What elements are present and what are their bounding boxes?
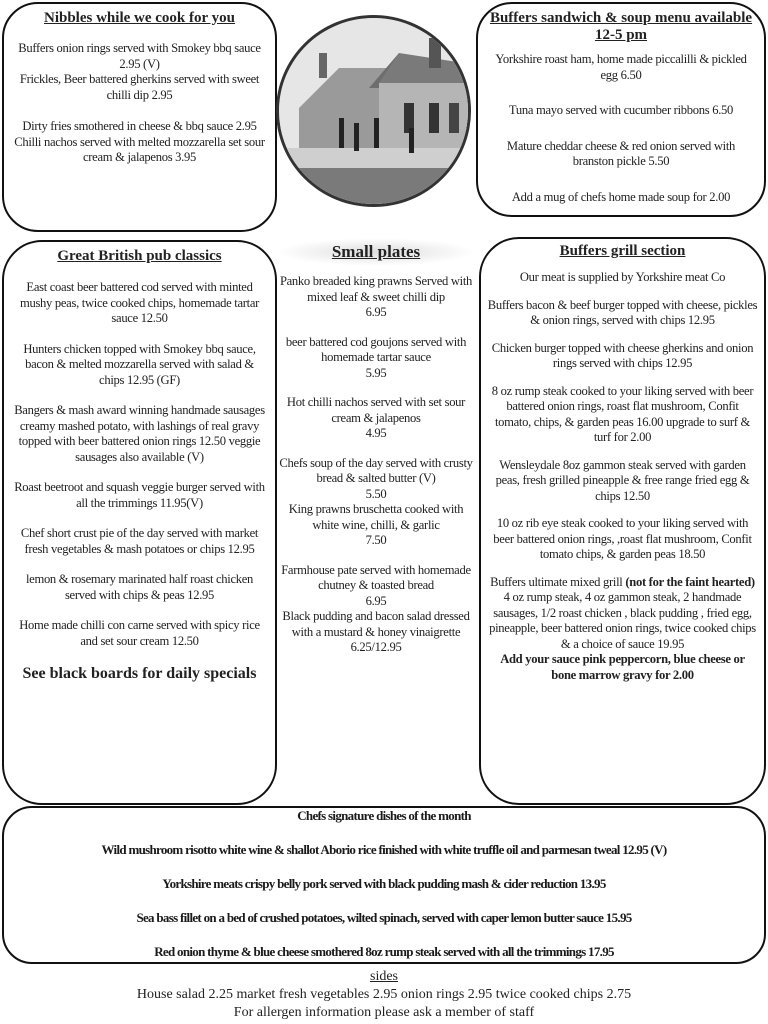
grill-intro: Our meat is supplied by Yorkshire meat Co xyxy=(519,270,726,284)
sides-section xyxy=(0,968,768,1022)
menu-item-price: 6.95 xyxy=(365,305,387,319)
menu-item: East coast beer battered cod served with minted mushy peas, twice cooked chips, homemade tartar sauce 12.50 xyxy=(19,280,260,325)
menu-item: Yorkshire roast ham, home made piccalilli & pickled egg 6.50 xyxy=(495,52,747,82)
menu-item: lemon & rosemary marinated half roast chicken served with chips & peas 12.95 xyxy=(25,572,254,602)
signature-dish: Wild mushroom risotto white wine & shallot Aborio rice finished with white truffle oil and parmesan tweal 12.95 (V) xyxy=(101,842,667,857)
small-plates-title: Small plates xyxy=(276,238,476,266)
menu-item: Wensleydale 8oz gammon steak served with garden peas, fresh grilled pineapple & free range fried egg & chips 12.50 xyxy=(495,457,750,503)
menu-item: Chicken burger topped with cheese gherkins and onion rings served with chips 12.95 xyxy=(491,340,754,370)
menu-item: Add a mug of chefs home made soup for 2.00 xyxy=(511,189,731,204)
menu-item: 8 oz rump steak cooked to your liking served with beer battered onion rings, roast flat mushroom, Confit tomato, chips, & garden peas 16.00 upgrade to surf & turf for 2.00 xyxy=(491,383,754,444)
sauce-note: Add your sauce pink peppercorn, blue cheese or bone marrow gravy for 2.00 xyxy=(500,652,745,682)
menu-item-price: 4.95 xyxy=(365,426,387,440)
grill-title: Buffers grill section xyxy=(559,243,686,259)
grill-section xyxy=(479,237,766,805)
pub-classics-section xyxy=(2,240,277,805)
sides-line: House salad 2.25 market fresh vegetables 2.95 onion rings 2.95 twice cooked chips 2.75 xyxy=(136,987,632,1002)
mixed-grill-warning: (not for the faint hearted) xyxy=(625,574,755,589)
menu-item: Chef short crust pie of the day served with market fresh vegetables & mash potatoes or chips 12.95 xyxy=(20,526,259,556)
nibbles-section xyxy=(2,2,277,232)
menu-item: Hunters chicken topped with Smokey bbq sauce, bacon & melted mozzarella served with salad & chips 12.95 (GF) xyxy=(23,341,256,387)
small-plates-section xyxy=(276,238,476,656)
menu-item-desc: Farmhouse pate served with homemade chutney & toasted bread xyxy=(281,562,471,592)
sandwich-soup-section xyxy=(476,2,766,217)
classics-title: Great British pub classics xyxy=(57,248,222,264)
sides-title: sides xyxy=(370,969,398,984)
menu-item-price: 5.50 xyxy=(365,486,387,501)
menu-item: Frickles, Beer battered gherkins served with sweet chilli dip 2.95 xyxy=(19,72,260,102)
mixed-grill-name: Buffers ultimate mixed grill xyxy=(490,574,626,589)
railway-station-photo xyxy=(276,15,471,207)
menu-item: Dirty fries smothered in cheese & bbq sauce 2.95 xyxy=(22,119,257,133)
menu-item: Mature cheddar cheese & red onion served with branston pickle 5.50 xyxy=(506,138,736,168)
menu-item-desc: beer battered cod goujons served with homemade tartar sauce xyxy=(285,334,467,364)
menu-item: Buffers bacon & beef burger topped with cheese, pickles & onion rings, served with chips 12.95 xyxy=(487,297,758,327)
menu-item: Buffers onion rings served with Smokey bbq sauce 2.95 (V) xyxy=(18,41,261,71)
allergen-note: For allergen information please ask a member of staff xyxy=(233,1005,535,1020)
daily-specials-note: See black boards for daily specials xyxy=(22,665,257,682)
menu-item-desc: Hot chilli nachos served with set sour cream & jalapenos xyxy=(286,395,466,425)
menu-item-desc: Chefs soup of the day served with crusty bread & salted butter (V) xyxy=(279,455,473,485)
menu-item-price: 5.95 xyxy=(365,365,387,380)
signature-dishes-section xyxy=(2,806,766,964)
signature-title: Chefs signature dishes of the month xyxy=(297,808,471,823)
menu-item-desc: Black pudding and bacon salad dressed with a mustard & honey vinaigrette xyxy=(282,609,470,639)
menu-item: Roast beetroot and squash veggie burger served with all the trimmings 11.95(V) xyxy=(14,480,265,510)
signature-dish: Sea bass fillet on a bed of crushed potatoes, wilted spinach, served with caper lemon butter sauce 15.95 xyxy=(136,910,632,925)
sandwich-title: Buffers sandwich & soup menu available 12-5 pm xyxy=(489,10,753,43)
menu-item-desc: Panko breaded king prawns Served with mixed leaf & sweet chilli dip xyxy=(279,274,473,304)
menu-item: Home made chilli con carne served with spicy rice and set sour cream 12.50 xyxy=(19,618,260,648)
signature-dish: Red onion thyme & blue cheese smothered 8oz rump steak served with all the trimmings 17.95 xyxy=(154,944,614,959)
mixed-grill-desc: 4 oz rump steak, 4 oz gammon steak, 2 handmade sausages, 1/2 roast chicken , black pudding , fried egg, pineapple, beer battered onion rings, twice cooked chips & a choice of sauce 19.95 xyxy=(489,590,756,651)
menu-item-price: 6.25/12.95 xyxy=(350,640,402,654)
nibbles-title: Nibbles while we cook for you xyxy=(44,10,235,26)
mixed-grill-item xyxy=(487,575,758,653)
menu-item-price: 6.95 xyxy=(365,593,387,608)
menu-item: Chilli nachos served with melted mozzarella set sour cream & jalapenos 3.95 xyxy=(14,134,265,164)
menu-item: 10 oz rib eye steak cooked to your liking served with beer battered onion rings, ,roast flat mushroom, Confit tomato chips, & garden peas 18.50 xyxy=(493,516,752,561)
menu-item: Tuna mayo served with cucumber ribbons 6.50 xyxy=(508,103,734,117)
menu-item: Bangers & mash award winning handmade sausages creamy mashed potato, with lashings of real gravy topped with beer battered onion rings 12.50 veggie sausages also available (V) xyxy=(14,403,265,464)
signature-dish: Yorkshire meats crispy belly pork served with black pudding mash & cider reduction 13.95 xyxy=(162,876,606,891)
menu-item-desc: King prawns bruschetta cooked with white wine, chilli, & garlic xyxy=(288,502,464,532)
menu-item-price: 7.50 xyxy=(365,533,387,547)
